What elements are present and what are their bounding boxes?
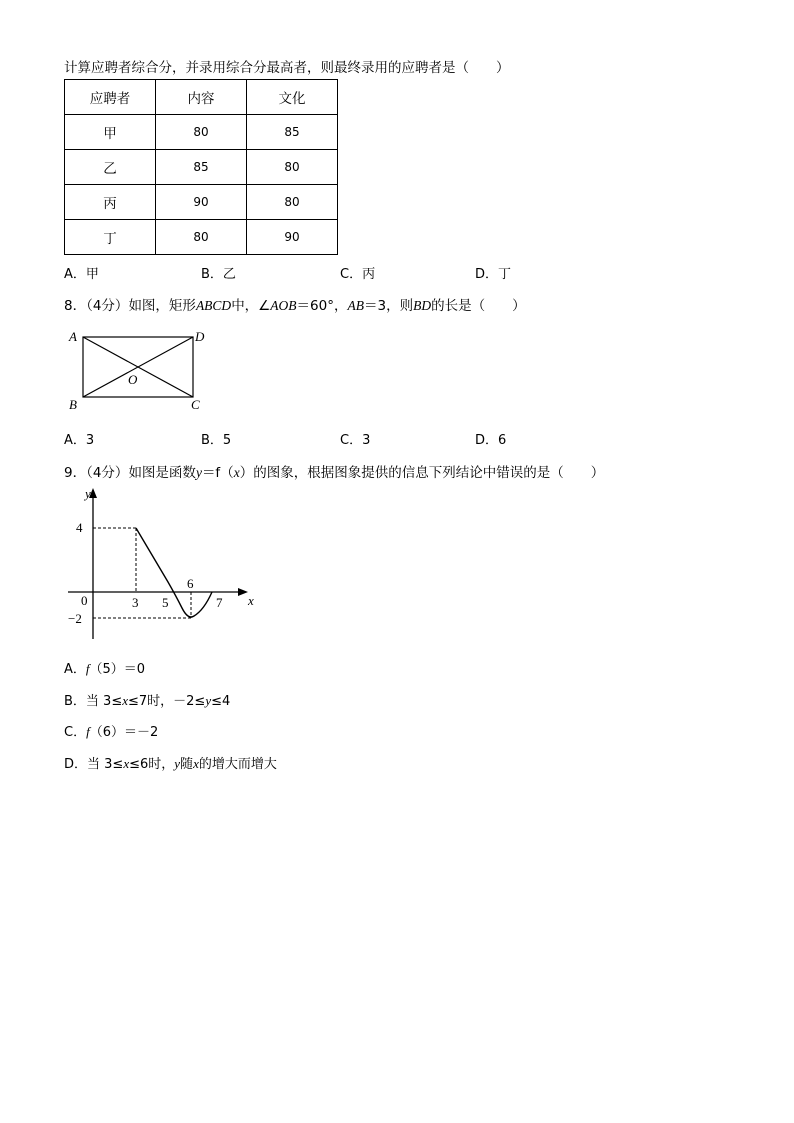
x-axis-arrow [238,588,248,596]
table-row [65,150,338,185]
q8-segment: BD [413,298,432,313]
table-row [65,220,338,255]
q8-number: 8． [64,298,87,314]
vertex-label-b: B [69,397,77,412]
q9-stem-text: ＝f（ [201,465,234,481]
q9-stem-text: ）的图象，根据图象提供的信息下列结论中错误的是（ ） [239,465,605,481]
q9-option-b[interactable] [64,690,230,709]
q7-stem: 计算应聘者综合分，并录用综合分最高者，则最终录用的应聘者是（ ） [64,60,510,76]
option-var-x: x [123,756,130,771]
option-text: （5）＝0 [89,662,146,677]
table-header-row [65,80,338,115]
q9-stem [64,461,604,481]
q7-option-d[interactable]: D．丁 [475,267,512,282]
q7-option-a[interactable]: A．甲 [64,267,99,282]
q7-option-c[interactable]: C．丙 [340,267,376,282]
q9-score: （4分） [86,465,129,481]
q9-function-graph [60,484,270,646]
vertex-label-a: A [69,329,77,344]
q8-stem-text: 的长是（ ） [431,298,526,314]
vertex-label-c: C [191,397,200,412]
vertex-label-d: D [195,329,205,344]
q8-angle-name: AOB [270,298,297,313]
option-text: A． [64,662,86,677]
q8-option-a[interactable]: A．3 [64,433,95,448]
q8-stem-text: 中，∠ [231,298,271,314]
option-var-x: x [122,693,128,708]
q9-option-a[interactable] [64,658,145,677]
q8-stem-text: 如图，矩形 [128,298,196,314]
table-cell: 甲 [65,115,156,150]
table-header: 文化 [247,80,338,115]
q8-option-c[interactable]: C．3 [340,433,371,448]
q8-option-d[interactable]: D．6 [475,433,507,448]
q8-rectangle-figure [60,322,220,418]
table-header: 内容 [156,80,247,115]
x-axis-label: x [248,593,254,608]
y-tick-label-neg2: −2 [68,611,82,626]
x-tick-label-3: 3 [132,595,139,610]
q8-stem-text: ＝60°， [296,298,348,314]
option-text: 随 [180,757,194,772]
option-func-f: f [86,724,90,739]
q7-option-b[interactable]: B．乙 [201,267,236,282]
y-axis-label: y [85,486,91,501]
y-tick-label-4: 4 [76,520,83,535]
q8-stem-text: ＝3，则 [363,298,414,314]
table-cell: 丙 [65,185,156,220]
q8-score: （4分） [86,298,129,314]
score-table [64,79,338,255]
table-cell: 80 [247,150,338,185]
q8-segment: AB [347,298,364,313]
q9-func-y: y [195,465,202,480]
x-tick-label-6: 6 [187,576,194,591]
table-cell: 85 [156,150,247,185]
center-label-o: O [128,372,138,387]
q9-func-x: x [233,465,240,480]
option-text: 的增大而增大 [198,757,277,772]
x-tick-label-7: 7 [216,595,223,610]
q9-stem-text: 如图是函数 [128,465,196,481]
table-cell: 85 [247,115,338,150]
option-text: ≤4 [211,694,231,709]
q8-stem [64,294,526,314]
function-curve [136,528,212,617]
q9-option-c[interactable] [64,721,158,740]
table-cell: 80 [247,185,338,220]
table-cell: 90 [156,185,247,220]
option-text: ≤7时，－2≤ [128,694,206,709]
option-var-y: y [205,693,212,708]
option-var-y: y [174,756,181,771]
table-cell: 丁 [65,220,156,255]
option-var-x: x [193,756,199,771]
origin-label: 0 [81,593,88,608]
option-func-f: f [85,661,90,676]
table-cell: 80 [156,115,247,150]
option-text: （6）＝－2 [89,725,159,740]
q8-option-b[interactable]: B．5 [201,433,232,448]
option-text: ≤6时， [129,757,175,772]
table-cell: 90 [247,220,338,255]
option-text: D．当 3≤ [64,757,124,772]
table-header: 应聘者 [65,80,156,115]
option-text: B．当 3≤ [64,694,123,709]
table-row [65,185,338,220]
table-cell: 80 [156,220,247,255]
q8-rect-name: ABCD [195,298,232,313]
q9-option-d[interactable] [64,753,277,772]
table-row [65,115,338,150]
q9-number: 9． [64,465,87,481]
x-tick-label-5: 5 [162,595,169,610]
option-text: C． [64,725,87,740]
table-cell: 乙 [65,150,156,185]
